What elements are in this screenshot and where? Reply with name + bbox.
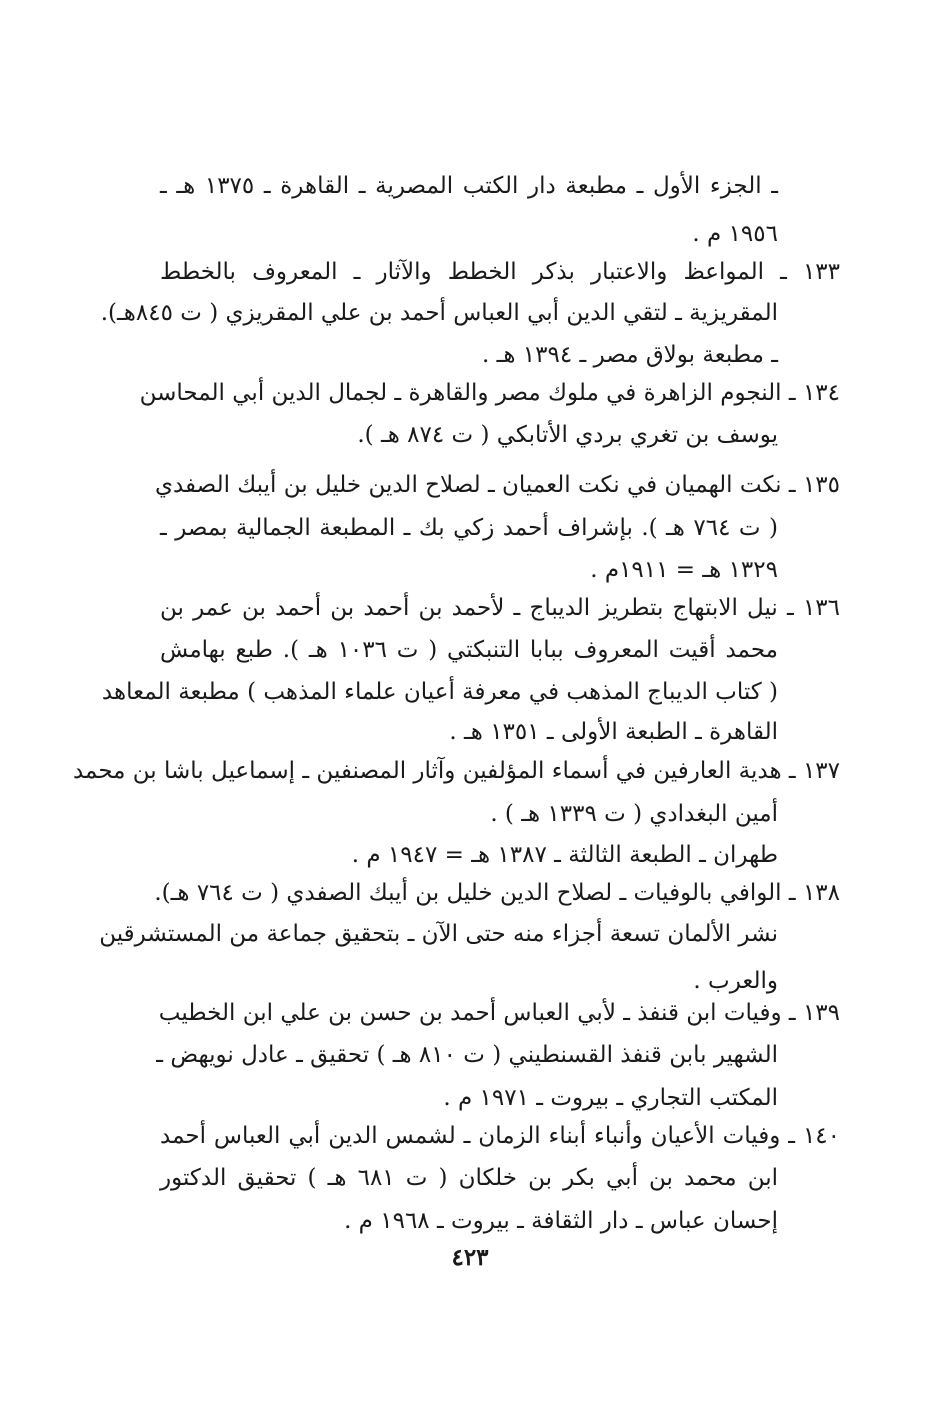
text-line: ١٣٢٩ هـ = ١٩١١م . (590, 557, 778, 583)
entry-133-heading: ١٣٣ ـ المواعظ والاعتبار بذكر الخطط والآثار ـ المعروف بالخطط (160, 259, 840, 285)
text-line: أمين البغدادي ( ت ١٣٣٩ هـ ) . (490, 801, 778, 827)
entry-134-heading: ١٣٤ ـ النجوم الزاهرة في ملوك مصر والقاهرة ـ لجمال الدين أبي المحاسن (139, 380, 840, 406)
entry-136-heading: ١٣٦ ـ نيل الابتهاج بتطريز الديباج ـ لأحمد بن أحمد بن أحمد بن عمر بن (160, 595, 840, 621)
text-line: طهران ـ الطبعة الثالثة ـ ١٣٨٧ هـ = ١٩٤٧ م . (351, 842, 778, 868)
entry-140-heading: ١٤٠ ـ وفيات الأعيان وأنباء أبناء الزمان ـ لشمس الدين أبي العباس أحمد (160, 1123, 840, 1149)
text-line: القاهرة ـ الطبعة الأولى ـ ١٣٥١ هـ . (449, 719, 778, 745)
entry-135-heading: ١٣٥ ـ نكت الهميان في نكت العميان ـ لصلاح الدين خليل بن أيبك الصفدي (154, 472, 840, 498)
text-line: ١٩٥٦ م . (692, 221, 778, 247)
text-line: محمد أقيت المعروف ببابا التنبكتي ( ت ١٠٣٦ هـ ). طبع بهامش (160, 637, 778, 663)
entry-139-heading: ١٣٩ ـ وفيات ابن قنفذ ـ لأبي العباس أحمد بن حسن بن علي ابن الخطيب (158, 1000, 840, 1026)
text-line: ( كتاب الديباج المذهب في معرفة أعيان علماء المذهب ) مطبعة المعاهد (101, 679, 778, 705)
text-line: إحسان عباس ـ دار الثقافة ـ بيروت ـ ١٩٦٨ م . (344, 1208, 778, 1234)
text-line: يوسف بن تغري بردي الأتابكي ( ت ٨٧٤ هـ ). (357, 422, 778, 448)
text-line: ( ت ٧٦٤ هـ ). بإشراف أحمد زكي بك ـ المطبعة الجمالية بمصر ـ (160, 515, 779, 541)
text-line: ـ الجزء الأول ـ مطبعة دار الكتب المصرية ـ القاهرة ـ ١٣٧٥ هـ ـ (160, 173, 778, 199)
entry-137-heading: ١٣٧ ـ هدية العارفين في أسماء المؤلفين وآثار المصنفين ـ إسماعيل باشا بن محمد (72, 758, 840, 784)
entry-138-heading: ١٣٨ ـ الوافي بالوفيات ـ لصلاح الدين خليل بن أيبك الصفدي ( ت ٧٦٤ هـ). (154, 880, 840, 906)
text-line: نشر الألمان تسعة أجزاء منه حتى الآن ـ بتحقيق جماعة من المستشرقين (99, 921, 778, 947)
text-line: المكتب التجاري ـ بيروت ـ ١٩٧١ م . (443, 1085, 778, 1111)
text-line: ـ مطبعة بولاق مصر ـ ١٣٩٤ هـ . (481, 342, 778, 368)
text-line: المقريزية ـ لتقي الدين أبي العباس أحمد بن علي المقريزي ( ت ٨٤٥هـ). (100, 300, 778, 326)
text-line: والعرب . (693, 968, 778, 994)
text-line: الشهير بابن قنفذ القسنطيني ( ت ٨١٠ هـ ) تحقيق ـ عادل نويهض ـ (156, 1042, 778, 1068)
text-line: ابن محمد بن أبي بكر بن خلكان ( ت ٦٨١ هـ ) تحقيق الدكتور (160, 1165, 778, 1191)
page-number: ٤٢٣ (451, 1244, 489, 1271)
